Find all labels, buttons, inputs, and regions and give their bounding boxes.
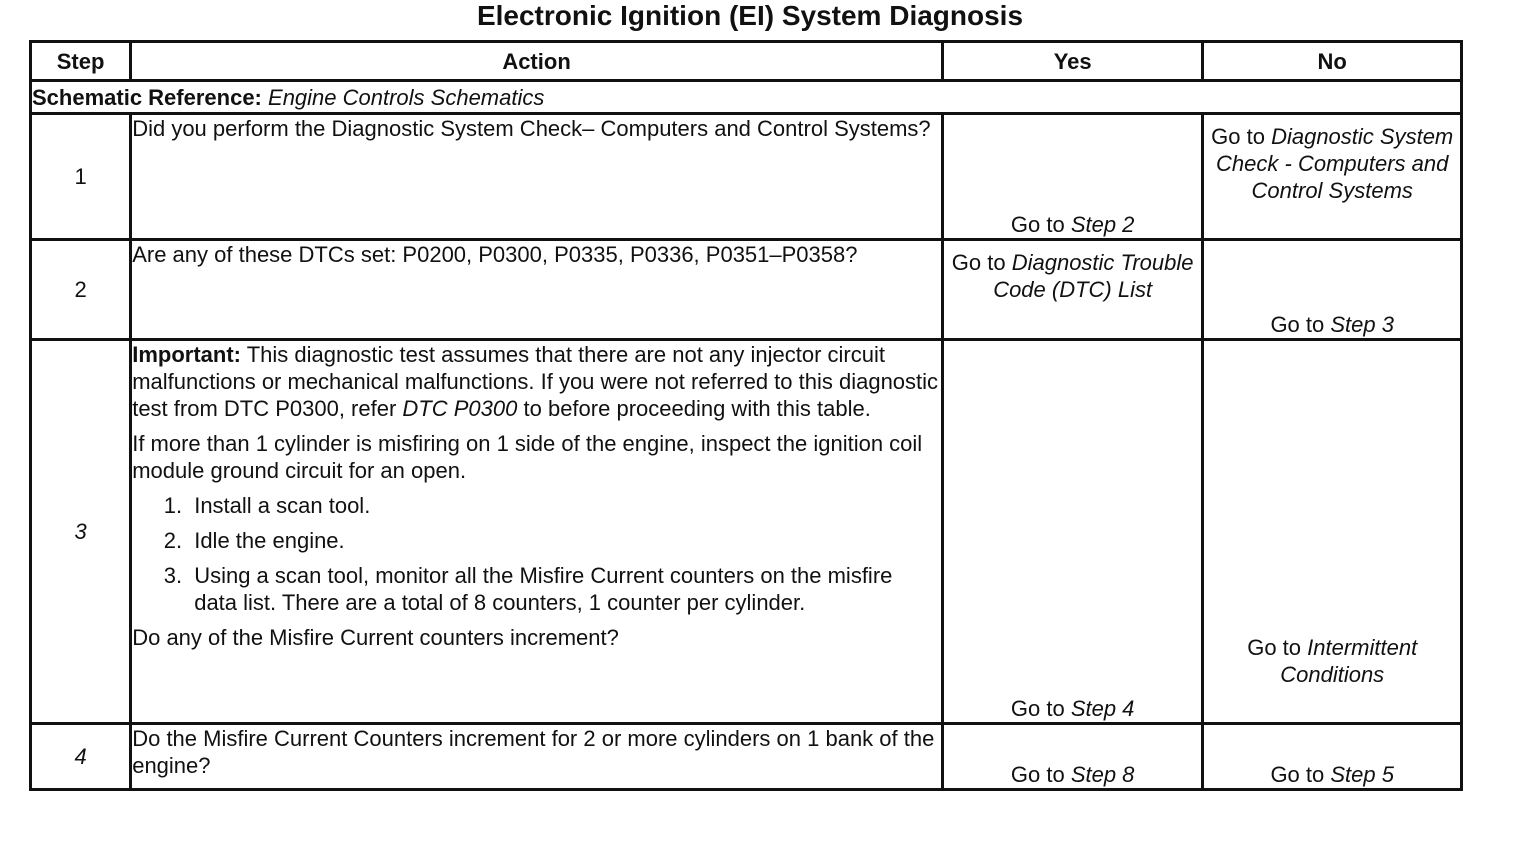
- page-title: Electronic Ignition (EI) System Diagnosis: [476, 0, 1024, 31]
- action-cell: [131, 340, 943, 724]
- action-cell: [131, 114, 943, 240]
- action-cell: [131, 240, 943, 340]
- diagnosis-table: [29, 40, 1463, 791]
- no-link[interactable]: Step 3: [1330, 312, 1394, 337]
- schematic-label: Schematic Reference:: [32, 84, 262, 110]
- important-label: Important:: [132, 342, 241, 367]
- yes-link[interactable]: Step 8: [1070, 762, 1135, 787]
- step-number: 1: [31, 114, 131, 240]
- yes-cell: [942, 114, 1203, 240]
- instruction-paragraph: If more than 1 cylinder is misfiring on 1 side of the engine, inspect the ignition coil module ground circuit for an open.: [132, 431, 923, 483]
- no-prefix: Go to: [1211, 124, 1265, 149]
- yes-link[interactable]: Step 2: [1070, 212, 1135, 237]
- table-row: [31, 724, 1462, 790]
- yes-link[interactable]: Step 4: [1070, 696, 1135, 721]
- schematic-link[interactable]: Engine Controls Schematics: [268, 84, 545, 110]
- yes-cell: [942, 340, 1203, 724]
- yes-cell: [942, 724, 1203, 790]
- no-prefix: Go to: [1247, 635, 1302, 660]
- header-action: Action: [131, 42, 943, 81]
- schematic-reference: [31, 81, 1462, 114]
- list-item: 2. Idle the engine.: [188, 527, 941, 554]
- schematic-row: [31, 81, 1462, 114]
- important-link[interactable]: DTC P0300: [402, 396, 518, 421]
- important-note: [132, 341, 941, 422]
- question-text: Do any of the Misfire Current counters increment?: [132, 625, 619, 650]
- no-prefix: Go to: [1270, 312, 1325, 337]
- list-item: 3. Using a scan tool, monitor all the Misfire Current counters on the misfire data list. There are a total of 8 counters, 1 counter per cylinder.: [188, 562, 941, 616]
- no-cell: [1203, 240, 1462, 340]
- yes-cell: [942, 240, 1203, 340]
- yes-prefix: Go to: [951, 250, 1006, 275]
- yes-prefix: Go to: [1010, 212, 1065, 237]
- important-text-1: This diagnostic test assumes that there are not any injector circuit malfunctions or mechanical malfunctions. If you were not referred to this diagnostic test from DTC P0300, refer: [132, 342, 939, 421]
- action-text: Are any of these DTCs set: P0200, P0300, P0335, P0336, P0351–P0358?: [132, 242, 858, 267]
- no-cell: [1203, 340, 1462, 724]
- step-number: 2: [31, 240, 131, 340]
- no-cell: [1203, 114, 1462, 240]
- yes-link[interactable]: Diagnostic Trouble Code (DTC) List: [993, 250, 1194, 302]
- no-prefix: Go to: [1270, 762, 1325, 787]
- important-text-2: to before proceeding with this table.: [523, 396, 871, 421]
- action-text: Do the Misfire Current Counters increment for 2 or more cylinders on 1 bank of the engine?: [132, 726, 935, 778]
- yes-prefix: Go to: [1010, 696, 1065, 721]
- header-yes: Yes: [942, 42, 1203, 81]
- header-no: No: [1203, 42, 1462, 81]
- step-number: 3: [31, 340, 131, 724]
- no-link[interactable]: Step 5: [1330, 762, 1394, 787]
- table-row: [31, 114, 1462, 240]
- header-row: [31, 42, 1462, 81]
- action-cell: [131, 724, 943, 790]
- yes-prefix: Go to: [1010, 762, 1065, 787]
- header-step: Step: [31, 42, 131, 81]
- no-cell: [1203, 724, 1462, 790]
- list-item: 1. Install a scan tool.: [188, 492, 941, 519]
- no-link[interactable]: Intermittent Conditions: [1280, 635, 1418, 687]
- no-link[interactable]: Diagnostic System Check - Computers and Control Systems: [1216, 124, 1454, 203]
- action-text: Did you perform the Diagnostic System Check– Computers and Control Systems?: [132, 116, 931, 141]
- table-row: [31, 240, 1462, 340]
- procedure-list: [132, 492, 941, 616]
- step-number: 4: [31, 724, 131, 790]
- table-row: [31, 340, 1462, 724]
